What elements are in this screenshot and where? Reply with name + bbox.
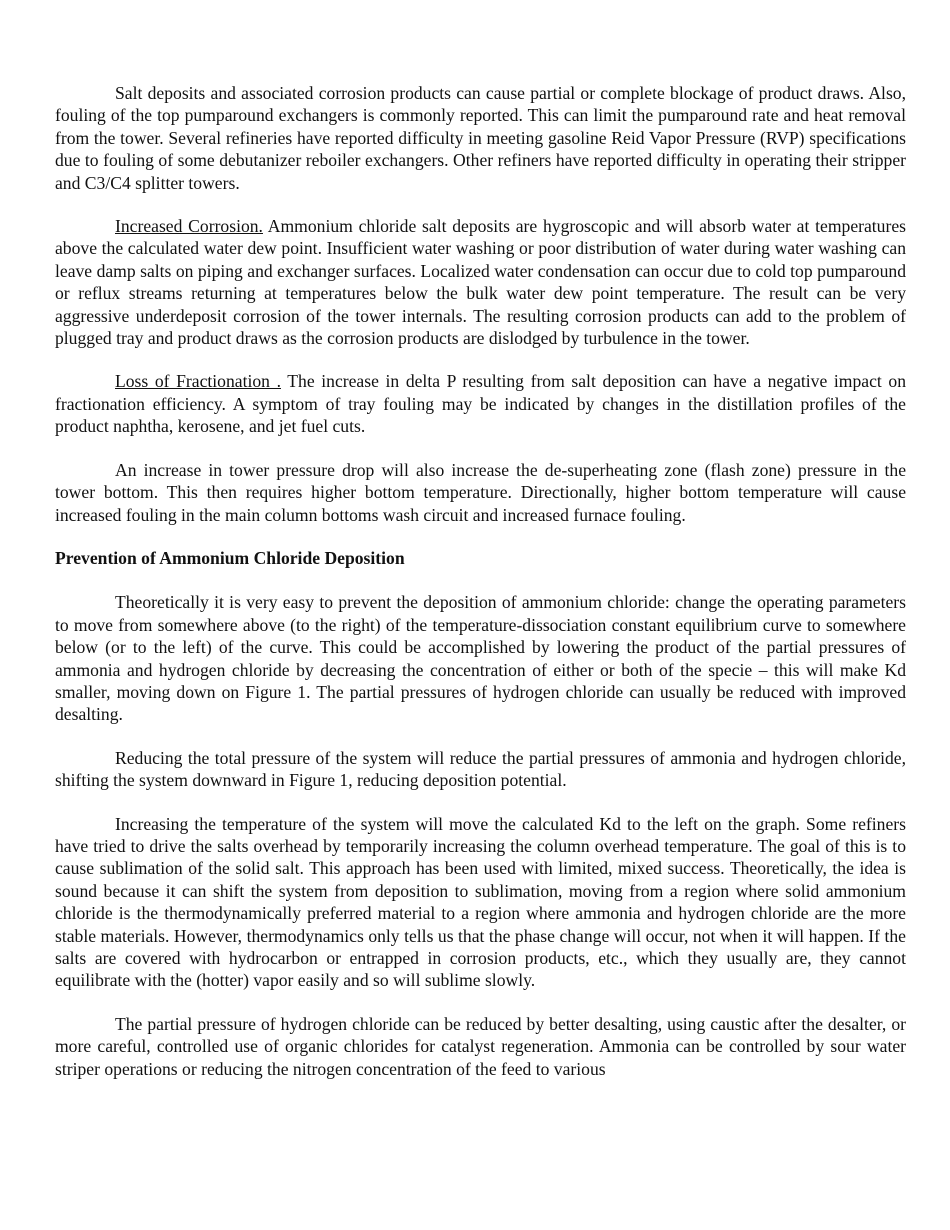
- paragraph-theoretically: Theoretically it is very easy to prevent the deposition of ammonium chloride: change the operating parameters to move from somewhere above (to the right) of the temperature-dissociation constant equilibrium curve to somewhere below (or to the left) of the curve. This could be accomplished by lowering the product of the partial pressures of ammonia and hydrogen chloride by decreasing the concentration of either or both of the specie – this will make Kd smaller, moving down on Figure 1. The partial pressures of hydrogen chloride can usually be reduced with improved desalting.: [55, 592, 906, 725]
- paragraph-text: Salt deposits and associated corrosion products can cause partial or complete blockage of product draws. Also, fouling of the top pumparound exchangers is commonly reported. This can limit the pumparound rate and heat removal from the tower. Several refineries have reported difficulty in meeting gasoline Reid Vapor Pressure (RVP) specifications due to fouling of some debutanizer reboiler exchangers. Other refiners have reported difficulty in operating their stripper and C3/C4 splitter towers.: [55, 83, 906, 193]
- document-page: [55, 82, 906, 1101]
- paragraph-text: An increase in tower pressure drop will also increase the de-superheating zone (flash zone) pressure in the tower bottom. This then requires higher bottom temperature. Directionally, higher bottom temperature will cause increased fouling in the main column bottoms wash circuit and increased furnace fouling.: [55, 459, 906, 525]
- section-heading: Prevention of Ammonium Chloride Deposition: [55, 547, 405, 568]
- paragraph-salt-deposits: [55, 82, 906, 194]
- paragraph-partial-pressure-hcl: The partial pressure of hydrogen chloride can be reduced by better desalting, using caustic after the desalter, or more careful, controlled use of organic chlorides for catalyst regeneration. Ammonia can be controlled by sour water striper operations or reducing the nitrogen concentration of the feed to various: [55, 1013, 906, 1079]
- paragraph-increased-corrosion: [55, 215, 906, 349]
- paragraph-lead-loss-of-fractionation: Loss of Fractionation .: [115, 371, 281, 392]
- paragraph-loss-of-fractionation: [55, 370, 906, 437]
- paragraph-reducing-pressure: Reducing the total pressure of the system will reduce the partial pressures of ammonia and hydrogen chloride, shifting the system downward in Figure 1, reducing deposition potential.: [55, 747, 906, 791]
- paragraph-lead-increased-corrosion: Increased Corrosion.: [115, 216, 263, 237]
- paragraph-increasing-temperature: Increasing the temperature of the system will move the calculated Kd to the left on the graph. Some refiners have tried to drive the salts overhead by temporarily increasing the column overhead temperature. The goal of this is to cause sublimation of the solid salt. This approach has been used with limited, mixed success. Theoretically, the idea is sound because it can shift the system from deposition to sublimation, moving from a region where solid ammonium chloride is the thermodynamically preferred material to a region where ammonia and hydrogen chloride are the more stable materials. However, thermodynamics only tells us that the phase change will occur, not when it will happen. If the salts are covered with hydrocarbon or entrapped in corrosion products, etc., which they usually are, they cannot equilibrate with the (hotter) vapor easily and so will sublime slowly.: [55, 813, 906, 991]
- paragraph-tower-pressure-drop: [55, 459, 906, 526]
- paragraph-text: Ammonium chloride salt deposits are hygroscopic and will absorb water at temperatures above the calculated water dew point. Insufficient water washing or poor distribution of water during water washing can leave damp salts on piping and exchanger surfaces. Localized water condensation can occur due to cold top pumparound or reflux streams returning at temperatures below the bulk water dew point temperature. The result can be very aggressive underdeposit corrosion of the tower internals. The resulting corrosion products can add to the problem of plugged tray and product draws as the corrosion products are dislodged by turbulence in the tower.: [55, 216, 906, 349]
- paragraph-text: The increase in delta P resulting from salt deposition can have a negative impact on fractionation efficiency. A symptom of tray fouling may be indicated by changes in the distillation profiles of the product naphtha, kerosene, and jet fuel cuts.: [55, 371, 906, 437]
